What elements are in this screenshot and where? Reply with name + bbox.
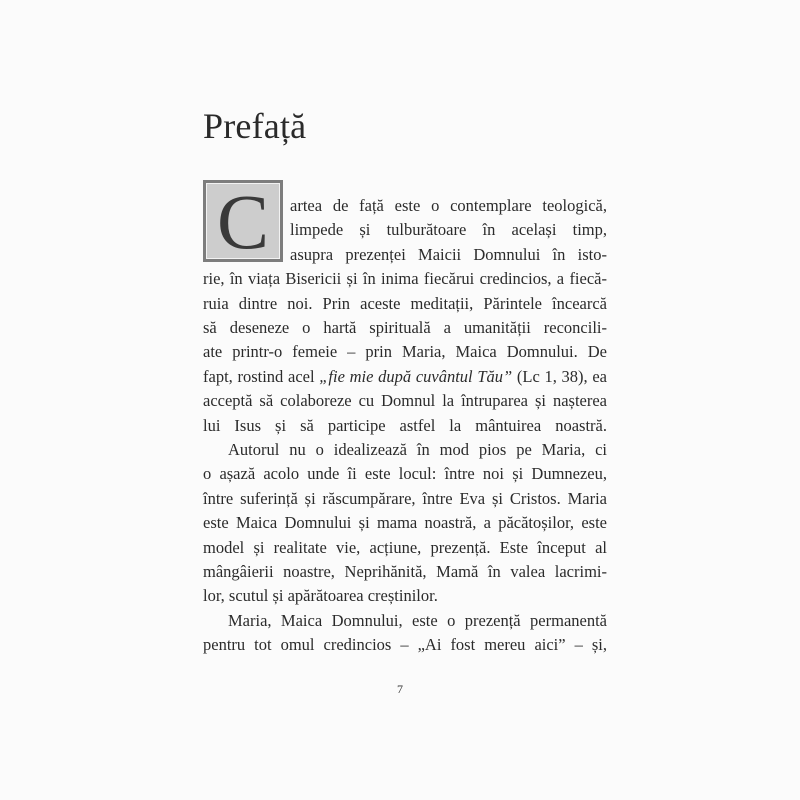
page-number: 7	[397, 682, 403, 696]
text-line: ruia dintre noi. Prin aceste meditații, Părintele încearcă	[203, 293, 607, 313]
text-line: este Maica Domnului și mama noastră, a păcătoșilor, este	[203, 513, 607, 533]
text-line: mângâierii noastre, Neprihănită, Mamă în valea lacrimi-	[203, 562, 607, 581]
text-line: artea de față este o contemplare teologică,	[290, 196, 607, 215]
text-line: ate printr-o femeie – prin Maria, Maica Domnului. De	[203, 342, 607, 362]
drop-cap-frame	[206, 178, 280, 265]
text-line: asupra prezenței Maicii Domnului în isto-	[290, 244, 607, 264]
text-line: între suferință și răscumpărare, între Eva și Cristos. Maria	[203, 488, 607, 508]
text-line: lui Isus și să participe astfel la mântuirea noastră.	[203, 415, 607, 435]
drop-cap-box	[203, 178, 283, 265]
text-line: o așază acolo unde îi este locul: între noi și Dumnezeu,	[203, 464, 607, 484]
text-line: Autorul nu o idealizează în mod pios pe Maria, ci	[228, 440, 607, 459]
text-line: Maria, Maica Domnului, este o prezență permanentă	[228, 610, 607, 630]
text-line: model și realitate vie, acțiune, prezență. Este început al	[203, 537, 607, 557]
text-line	[203, 365, 607, 389]
page-title: Prefață	[203, 106, 307, 146]
text-segment: (Lc 1, 38), ea	[512, 366, 607, 386]
text-line: să deseneze o hartă spirituală a umanității reconcili-	[203, 318, 607, 337]
italic-quote: „fie mie după cuvântul Tău”	[319, 366, 513, 386]
text-segment: fapt, rostind acel	[203, 366, 320, 386]
text-line: acceptă să colaboreze cu Domnul la întruparea și nașterea	[203, 391, 607, 411]
drop-cap-letter: C	[216, 178, 270, 265]
text-line: pentru tot omul credincios – „Ai fost mereu aici” – și,	[203, 635, 607, 655]
text-line: rie, în viața Bisericii și în inima fiecărui credincios, a fiecă-	[203, 269, 607, 289]
text-line: lor, scutul și apărătoarea creștinilor.	[203, 586, 438, 606]
text-line: limpede și tulburătoare în același timp,	[290, 220, 607, 240]
